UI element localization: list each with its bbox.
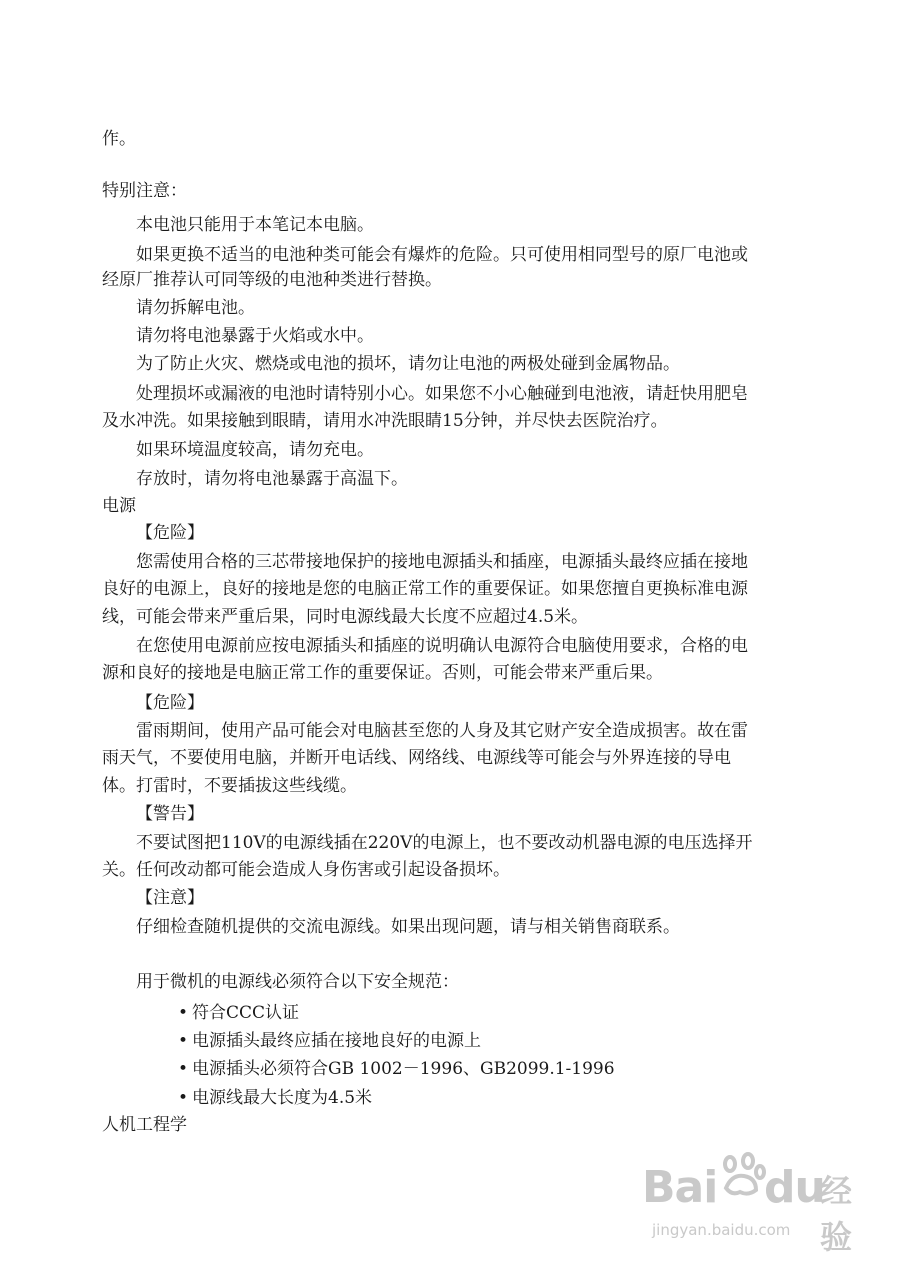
text-line: 存放时，请勿将电池暴露于高温下。 <box>136 469 408 489</box>
text-line: 源和良好的接地是电脑正常工作的重要保证。否则，可能会带来严重后果。 <box>102 663 663 683</box>
section-heading: 人机工程学 <box>102 1115 187 1135</box>
text-line: 经原厂推荐认可同等级的电池种类进行替换。 <box>102 270 442 290</box>
section-heading: 电源 <box>102 496 136 516</box>
section-heading: 特别注意： <box>102 181 187 201</box>
notice-label: 【警告】 <box>136 804 204 824</box>
list-item-text: 电源线最大长度为4.5米 <box>192 1088 373 1108</box>
bullet-icon: • <box>178 1003 189 1023</box>
notice-label: 【危险】 <box>136 523 204 543</box>
list-item-text: 电源插头最终应插在接地良好的电源上 <box>192 1031 481 1051</box>
text-line: 仔细检查随机提供的交流电源线。如果出现问题，请与相关销售商联系。 <box>136 917 680 937</box>
text-line: 及水冲洗。如果接触到眼睛，请用水冲洗眼睛15分钟，并尽快去医院治疗。 <box>102 411 668 431</box>
text-line: 用于微机的电源线必须符合以下安全规范： <box>136 972 459 992</box>
text-line: 请勿拆解电池。 <box>136 298 255 318</box>
watermark-brand-cn: 经验 <box>820 1172 852 1256</box>
text-line: 雷雨期间，使用产品可能会对电脑甚至您的人身及其它财产安全造成损害。故在雷 <box>136 721 748 741</box>
paw-icon <box>718 1152 766 1198</box>
bullet-icon: • <box>178 1031 189 1051</box>
bullet-icon: • <box>178 1088 189 1108</box>
text-line: 线，可能会带来严重后果，同时电源线最大长度不应超过4.5米。 <box>102 607 589 627</box>
text-line: 作。 <box>102 129 136 149</box>
text-line: 良好的电源上，良好的接地是您的电脑正常工作的重要保证。如果您擅自更换标准电源 <box>102 579 748 599</box>
watermark-brand-a: Bai <box>642 1162 718 1213</box>
watermark-brand-b: du <box>764 1162 825 1213</box>
text-line: 本电池只能用于本笔记本电脑。 <box>136 215 374 235</box>
list-item <box>178 1001 299 1025</box>
list-item <box>178 1029 481 1053</box>
text-line: 如果更换不适当的电池种类可能会有爆炸的危险。只可使用相同型号的原厂电池或 <box>136 245 748 265</box>
text-line: 处理损坏或漏液的电池时请特别小心。如果您不小心触碰到电池液，请赶快用肥皂 <box>136 384 748 404</box>
notice-label: 【注意】 <box>136 888 204 908</box>
text-line: 为了防止火灾、燃烧或电池的损坏，请勿让电池的两极处碰到金属物品。 <box>136 354 680 374</box>
list-item <box>178 1057 615 1081</box>
notice-label: 【危险】 <box>136 693 204 713</box>
list-item-text: 符合CCC认证 <box>192 1003 300 1023</box>
text-line: 关。任何改动都可能会造成人身伤害或引起设备损坏。 <box>102 860 510 880</box>
list-item-text: 电源插头必须符合GB 1002－1996、GB2099.1-1996 <box>192 1059 615 1079</box>
text-line: 雨天气，不要使用电脑，并断开电话线、网络线、电源线等可能会与外界连接的导电 <box>102 748 731 768</box>
text-line: 在您使用电源前应按电源插头和插座的说明确认电源符合电脑使用要求，合格的电 <box>136 636 748 656</box>
text-line: 您需使用合格的三芯带接地保护的接地电源插头和插座，电源插头最终应插在接地 <box>136 552 748 572</box>
text-line: 如果环境温度较高，请勿充电。 <box>136 440 374 460</box>
bullet-icon: • <box>178 1059 189 1079</box>
text-line: 不要试图把110V的电源线插在220V的电源上，也不要改动机器电源的电压选择开 <box>136 833 753 853</box>
text-line: 请勿将电池暴露于火焰或水中。 <box>136 326 374 346</box>
text-line: 体。打雷时，不要插拔这些线缆。 <box>102 776 357 796</box>
watermark-url: jingyan.baidu.com <box>652 1221 791 1239</box>
list-item <box>178 1086 372 1110</box>
